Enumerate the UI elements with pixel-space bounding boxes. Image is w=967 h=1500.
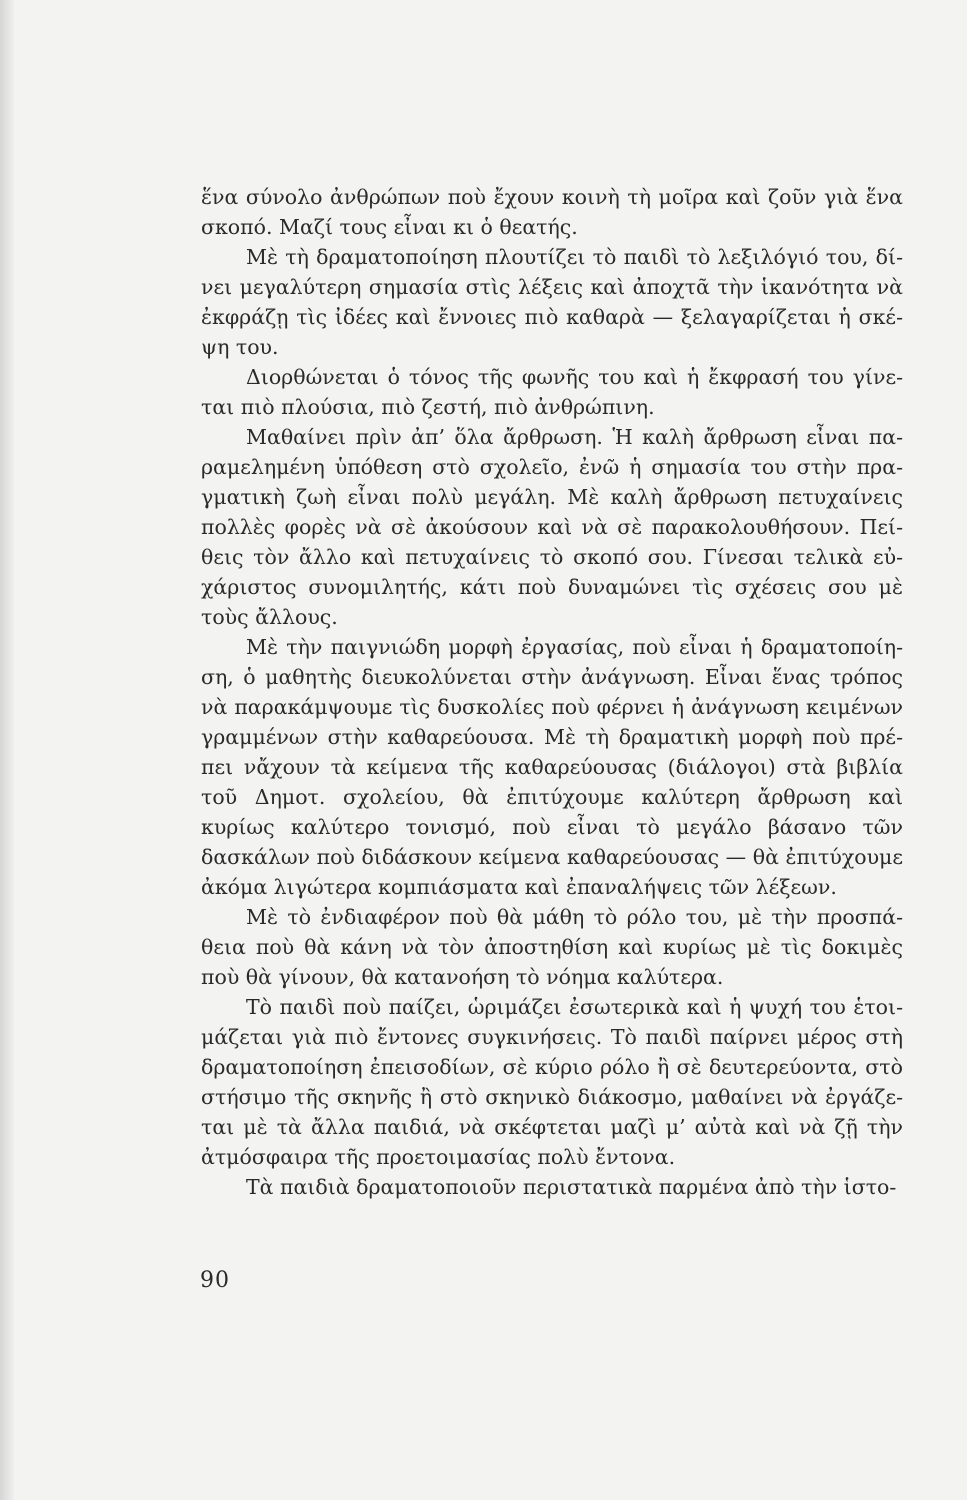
paragraph-4: Μαθαίνει πρὶν ἀπ’ ὅλα ἄρθρωση. Ἡ καλὴ ἄρθρωση εἶναι παραμελημένη ὑπόθεση στὸ σχολεῖο, ἐνῶ ἡ σημασία του στὴν πραγματικὴ ζωὴ εἶναι πολὺ μεγάλη. Μὲ καλὴ ἄρθρωση πετυχαίνεις πολλὲς φορὲς νὰ σὲ ἀκούσουν καὶ νὰ σὲ παρακολουθήσουν. Πείθεις τὸν ἄλλο καὶ πετυχαίνεις τὸ σκοπό σου. Γίνεσαι τελικὰ εὐχάριστος συνομιλητής, κάτι ποὺ δυναμώνει τὶς σχέσεις σου μὲ τοὺς ἄλλους. [201,425,903,629]
paragraph-8: Τὰ παιδιὰ δραματοποιοῦν περιστατικὰ παρμένα ἀπὸ τὴν ἱστο- [246,1175,897,1199]
page-number: 90 [200,1268,230,1293]
paragraph-5: Μὲ τὴν παιγνιώδη μορφὴ ἐργασίας, ποὺ εἶναι ἡ δραματοποίηση, ὁ μαθητὴς διευκολύνεται στὴν ἀνάγνωση. Εἶναι ἕνας τρόπος νὰ παρακάμψουμε τὶς δυσκολίες ποὺ φέρνει ἡ ἀνάγνωση κειμένων γραμμένων στὴν καθαρεύουσα. Μὲ τὴ δραματικὴ μορφὴ ποὺ πρέπει νἄχουν τὰ κείμενα τῆς καθαρεύουσας (διάλογοι) στὰ βιβλία τοῦ Δημοτ. σχολείου, θὰ ἐπιτύχουμε καλύτερη ἄρθρωση καὶ κυρίως καλύτερο τονισμό, ποὺ εἶναι τὸ μεγάλο βάσανο τῶν δασκάλων ποὺ διδάσκουν κείμενα καθαρεύουσας — θὰ ἐπιτύχουμε ἀκόμα λιγώτερα κομπιάσματα καὶ ἐπαναλήψεις τῶν λέξεων. [201,635,903,899]
page-binding-edge [0,0,14,1500]
paragraph-7: Τὸ παιδὶ ποὺ παίζει, ὡριμάζει ἐσωτερικὰ καὶ ἡ ψυχή του ἑτοιμάζεται γιὰ πιὸ ἔντονες συγκινήσεις. Τὸ παιδὶ παίρνει μέρος στὴ δραματοποίηση ἐπεισοδίων, σὲ κύριο ρόλο ἢ σὲ δευτερεύοντα, στὸ στήσιμο τῆς σκηνῆς ἢ στὸ σκηνικὸ διάκοσμο, μαθαίνει νὰ ἐργάζεται μὲ τὰ ἄλλα παιδιά, νὰ σκέφτεται μαζὶ μ’ αὐτὰ καὶ νὰ ζῇ τὴν ἀτμόσφαιρα τῆς προετοιμασίας πολὺ ἔντονα. [201,995,903,1169]
paragraph-2: Μὲ τὴ δραματοποίηση πλουτίζει τὸ παιδὶ τὸ λεξιλόγιό του, δίνει μεγαλύτερη σημασία στὶς λέξεις καὶ ἀποχτᾶ τὴν ἱκανότητα νὰ ἐκφράζῃ τὶς ἰδέες καὶ ἔννοιες πιὸ καθαρὰ — ξελαγαρίζεται ἡ σκέψη του. [201,245,903,359]
paragraph-6: Μὲ τὸ ἐνδιαφέρον ποὺ θὰ μάθη τὸ ρόλο του, μὲ τὴν προσπάθεια ποὺ θὰ κάνη νὰ τὸν ἀποστηθίση καὶ κυρίως μὲ τὶς δοκιμὲς ποὺ θὰ γίνουν, θὰ κατανοήση τὸ νόημα καλύτερα. [201,905,903,989]
body-text [201,182,903,1202]
paragraph-3: Διορθώνεται ὁ τόνος τῆς φωνῆς του καὶ ἡ ἔκφρασή του γίνεται πιὸ πλούσια, πιὸ ζεστή, πιὸ ἀνθρώπινη. [201,365,903,419]
paragraph-1: ἕνα σύνολο ἀνθρώπων ποὺ ἔχουν κοινὴ τὴ μοῖρα καὶ ζοῦν γιὰ ἕνα σκοπό. Μαζί τους εἶναι κι ὁ θεατής. [201,185,903,239]
